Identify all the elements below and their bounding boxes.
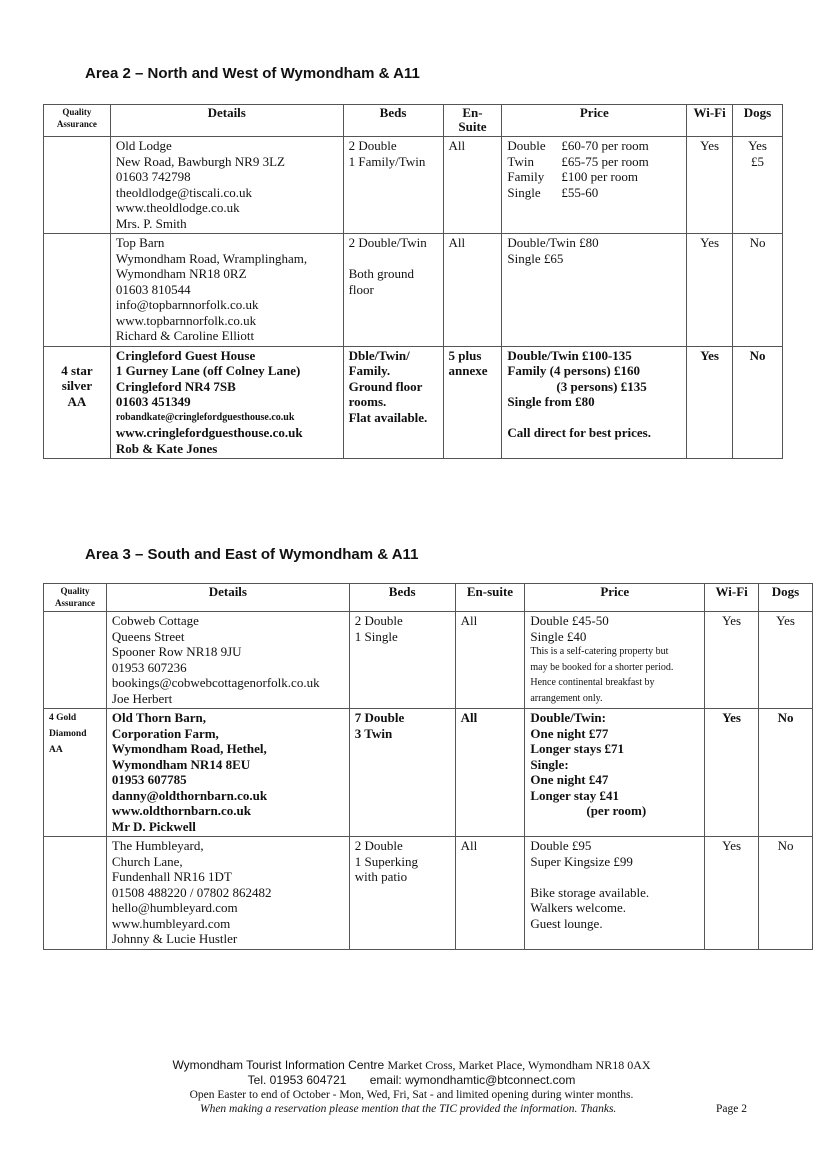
price-line: Longer stay £41 <box>530 787 619 803</box>
price-note: arrangement only. <box>530 692 603 704</box>
wifi-cell: Yes <box>687 234 733 347</box>
ensuite-cell: All <box>455 709 525 837</box>
beds-line: with patio <box>354 869 408 884</box>
price-room-type: Single <box>507 184 541 200</box>
listing-website: www.humbleyard.com <box>111 915 231 931</box>
listing-email: bookings@cobwebcottagenorfolk.co.uk <box>111 675 320 690</box>
table-row <box>44 137 783 234</box>
listing-phone: 01603 810544 <box>115 281 191 297</box>
ensuite-cell <box>443 346 502 459</box>
price-line: Single: <box>530 756 569 772</box>
quality-rating: 4 star <box>61 362 93 378</box>
table-row <box>44 837 813 950</box>
quality-cell <box>44 612 107 709</box>
beds-line: Flat available. <box>348 409 428 425</box>
wifi-cell: Yes <box>705 612 759 709</box>
listing-address: Wymondham NR14 8EU <box>111 756 251 772</box>
area3-header-row <box>44 584 813 612</box>
footer-address: Market Cross, Market Place, Wymondham NR18 0AX <box>387 1058 651 1072</box>
header-dogs: Dogs <box>733 105 783 137</box>
listing-name: Old Thorn Barn, <box>111 710 206 725</box>
price-line <box>507 410 681 426</box>
price-line: Single from £80 <box>507 394 595 409</box>
header-quality-assurance: Quality Assurance <box>44 584 107 612</box>
header-beds: Beds <box>349 584 455 612</box>
header-dogs: Dogs <box>759 584 813 612</box>
listing-website: www.topbarnnorfolk.co.uk <box>115 312 257 328</box>
page-number: Page 2 <box>716 1103 747 1115</box>
dogs-value: No <box>777 838 794 853</box>
ensuite-line: 5 plus <box>448 347 482 363</box>
header-price: Price <box>502 105 687 137</box>
listing-address: Corporation Farm, <box>111 725 219 741</box>
listing-phone: 01508 488220 / 07802 862482 <box>111 884 272 900</box>
ensuite-cell: All <box>443 234 502 347</box>
listing-email: info@topbarnnorfolk.co.uk <box>115 297 259 312</box>
price-line: One night £77 <box>530 725 609 741</box>
price-line: Family (4 persons) £160 <box>507 363 640 378</box>
quality-rating: 4 Gold <box>49 713 77 723</box>
header-price: Price <box>525 584 705 612</box>
beds-line: 2 Double <box>348 138 397 153</box>
price-line: Double/Twin: <box>530 710 606 725</box>
area2-heading: Area 2 – North and West of Wymondham & A11 <box>85 65 420 82</box>
listing-name: Cringleford Guest House <box>115 347 256 363</box>
listing-contact: Johnny & Lucie Hustler <box>111 931 238 946</box>
beds-line: 2 Double/Twin <box>348 235 427 250</box>
ensuite-cell: All <box>443 137 502 234</box>
price-value: £60-70 per room <box>561 138 649 153</box>
price-cell <box>502 137 687 234</box>
beds-line: floor <box>348 281 374 297</box>
beds-line: Both ground <box>348 266 414 281</box>
price-line: Walkers welcome. <box>530 900 627 915</box>
dogs-value: No <box>749 347 766 363</box>
listing-name: The Humbleyard, <box>111 838 204 853</box>
details-cell <box>110 234 343 347</box>
price-line: Super Kingsize £99 <box>530 853 633 869</box>
price-line: Double/Twin £80 <box>507 235 599 250</box>
beds-line: 3 Twin <box>354 725 393 741</box>
price-line: (3 persons) £135 <box>556 378 647 394</box>
price-room-type: Twin <box>507 153 534 169</box>
beds-line: 1 Superking <box>354 853 418 869</box>
listing-address: Fundenhall NR16 1DT <box>111 869 232 884</box>
price-line <box>530 869 699 885</box>
listing-address: Cringleford NR4 7SB <box>115 378 236 394</box>
ensuite-cell: All <box>455 612 525 709</box>
wifi-cell: Yes <box>687 346 733 459</box>
beds-line: 2 Double <box>354 613 403 628</box>
price-room-type: Double <box>507 138 546 153</box>
dogs-cell <box>733 137 783 234</box>
area2-table <box>43 104 783 459</box>
wifi-cell: Yes <box>705 837 759 950</box>
price-note: Hence continental breakfast by <box>530 677 655 688</box>
dogs-value: No <box>749 235 766 250</box>
listing-phone: 01953 607236 <box>111 659 187 675</box>
wifi-cell: Yes <box>705 709 759 837</box>
listing-address: Queens Street <box>111 628 185 644</box>
dogs-cell <box>759 837 813 950</box>
footer-contact: Tel. 01953 604721 email: wymondhamtic@btconnect.com <box>247 1073 576 1087</box>
dogs-cell <box>733 346 783 459</box>
table-row <box>44 709 813 837</box>
price-line: Call direct for best prices. <box>507 425 651 440</box>
price-room-type: Family <box>507 169 545 184</box>
beds-cell <box>343 234 443 347</box>
details-cell <box>110 137 343 234</box>
listing-contact: Richard & Caroline Elliott <box>115 328 255 343</box>
table-row <box>44 234 783 347</box>
beds-line <box>349 251 438 267</box>
footer-note-line <box>0 1102 823 1116</box>
listing-email: robandkate@cringlefordguesthouse.co.uk <box>115 411 295 423</box>
footer-org-line <box>0 1058 823 1073</box>
listing-website: www.cringlefordguesthouse.co.uk <box>115 425 303 440</box>
price-cell <box>525 709 705 837</box>
beds-line: 1 Family/Twin <box>348 153 426 169</box>
listing-website: www.theoldlodge.co.uk <box>115 200 240 215</box>
header-en-suite: En-Suite <box>443 105 502 137</box>
ensuite-line: annexe <box>448 363 488 378</box>
listing-name: Cobweb Cottage <box>111 613 199 628</box>
dogs-value: No <box>777 710 794 725</box>
listing-address: 1 Gurney Lane (off Colney Lane) <box>115 363 301 378</box>
details-cell <box>110 346 343 459</box>
price-line: (per room) <box>586 803 647 818</box>
listing-address: Wymondham Road, Wramplingham, <box>115 250 308 266</box>
beds-line: Dble/Twin/ <box>348 347 410 363</box>
listing-phone: 01603 742798 <box>115 169 191 184</box>
beds-line: Family. <box>348 363 391 378</box>
header-beds: Beds <box>343 105 443 137</box>
price-line: Longer stays £71 <box>530 741 625 756</box>
quality-cell <box>44 837 107 950</box>
price-line: Guest lounge. <box>530 915 603 931</box>
footer-hours: Open Easter to end of October - Mon, Wed, Fri, Sat - and limited opening during winter months. <box>189 1089 634 1101</box>
dogs-fee: £5 <box>751 153 765 169</box>
dogs-cell <box>759 709 813 837</box>
wifi-cell: Yes <box>687 137 733 234</box>
header-details: Details <box>110 105 343 137</box>
details-cell <box>106 837 349 950</box>
table-row <box>44 346 783 459</box>
price-value: £100 per room <box>561 169 638 184</box>
quality-rating: Diamond <box>49 729 87 739</box>
listing-address: Church Lane, <box>111 853 183 869</box>
area3-table <box>43 583 813 950</box>
listing-name: Top Barn <box>115 235 165 250</box>
listing-contact: Rob & Kate Jones <box>115 440 218 456</box>
header-wifi: Wi-Fi <box>687 105 733 137</box>
beds-line: rooms. <box>348 394 387 409</box>
listing-phone: 01953 607785 <box>111 772 187 787</box>
dogs-value: Yes <box>748 138 767 153</box>
beds-cell <box>343 346 443 459</box>
details-cell <box>106 709 349 837</box>
quality-cell <box>44 234 111 347</box>
quality-rating: AA <box>49 745 63 755</box>
quality-rating: AA <box>67 393 87 409</box>
price-line: One night £47 <box>530 772 609 787</box>
beds-line: 7 Double <box>354 710 405 725</box>
dogs-cell <box>733 234 783 347</box>
footer-note: When making a reservation please mention that the TIC provided the information. Thanks. <box>200 1103 617 1115</box>
price-cell <box>502 346 687 459</box>
page-footer <box>0 1058 823 1116</box>
header-details: Details <box>106 584 349 612</box>
beds-line: 1 Single <box>354 628 398 644</box>
listing-email: hello@humbleyard.com <box>111 900 238 915</box>
listing-contact: Mrs. P. Smith <box>115 215 187 231</box>
beds-line: 2 Double <box>354 838 403 853</box>
price-value: £55-60 <box>561 184 599 200</box>
price-note: may be booked for a shorter period. <box>530 661 674 673</box>
price-cell <box>502 234 687 347</box>
listing-email: theoldlodge@tiscali.co.uk <box>115 184 253 200</box>
dogs-value: Yes <box>776 613 795 628</box>
quality-cell <box>44 709 107 837</box>
beds-cell <box>349 709 455 837</box>
listing-website: www.oldthornbarn.co.uk <box>111 803 251 818</box>
area2-header-row <box>44 105 783 137</box>
beds-cell <box>349 612 455 709</box>
listing-contact: Mr D. Pickwell <box>111 818 196 834</box>
dogs-cell <box>759 612 813 709</box>
beds-cell <box>349 837 455 950</box>
price-line: Double/Twin £100-135 <box>507 347 632 363</box>
header-en-suite: En-suite <box>455 584 525 612</box>
price-value: £65-75 per room <box>561 153 649 169</box>
header-wifi: Wi-Fi <box>705 584 759 612</box>
listing-contact: Joe Herbert <box>111 690 173 706</box>
listing-address: Wymondham Road, Hethel, <box>111 741 267 756</box>
listing-address: New Road, Bawburgh NR9 3LZ <box>115 153 285 169</box>
price-line: Single £40 <box>530 628 587 644</box>
quality-rating: silver <box>61 378 93 393</box>
price-note: This is a self-catering property but <box>530 646 669 657</box>
area3-heading: Area 3 – South and East of Wymondham & A11 <box>85 546 419 563</box>
details-cell <box>106 612 349 709</box>
quality-cell <box>44 346 111 459</box>
listing-address: Wymondham NR18 0RZ <box>115 266 247 281</box>
ensuite-cell: All <box>455 837 525 950</box>
price-line: Bike storage available. <box>530 884 650 900</box>
price-cell <box>525 612 705 709</box>
table-row <box>44 612 813 709</box>
listing-phone: 01603 451349 <box>115 394 191 409</box>
quality-cell <box>44 137 111 234</box>
price-line: Double £95 <box>530 838 592 853</box>
listing-address: Spooner Row NR18 9JU <box>111 644 242 659</box>
beds-cell <box>343 137 443 234</box>
price-cell <box>525 837 705 950</box>
price-line: Double £45-50 <box>530 613 609 628</box>
footer-org: Wymondham Tourist Information Centre <box>172 1058 385 1072</box>
listing-name: Old Lodge <box>115 138 172 153</box>
price-line: Single £65 <box>507 250 564 266</box>
listing-email: danny@oldthornbarn.co.uk <box>111 787 268 803</box>
header-quality-assurance: Quality Assurance <box>44 105 111 137</box>
beds-line: Ground floor <box>348 378 423 394</box>
